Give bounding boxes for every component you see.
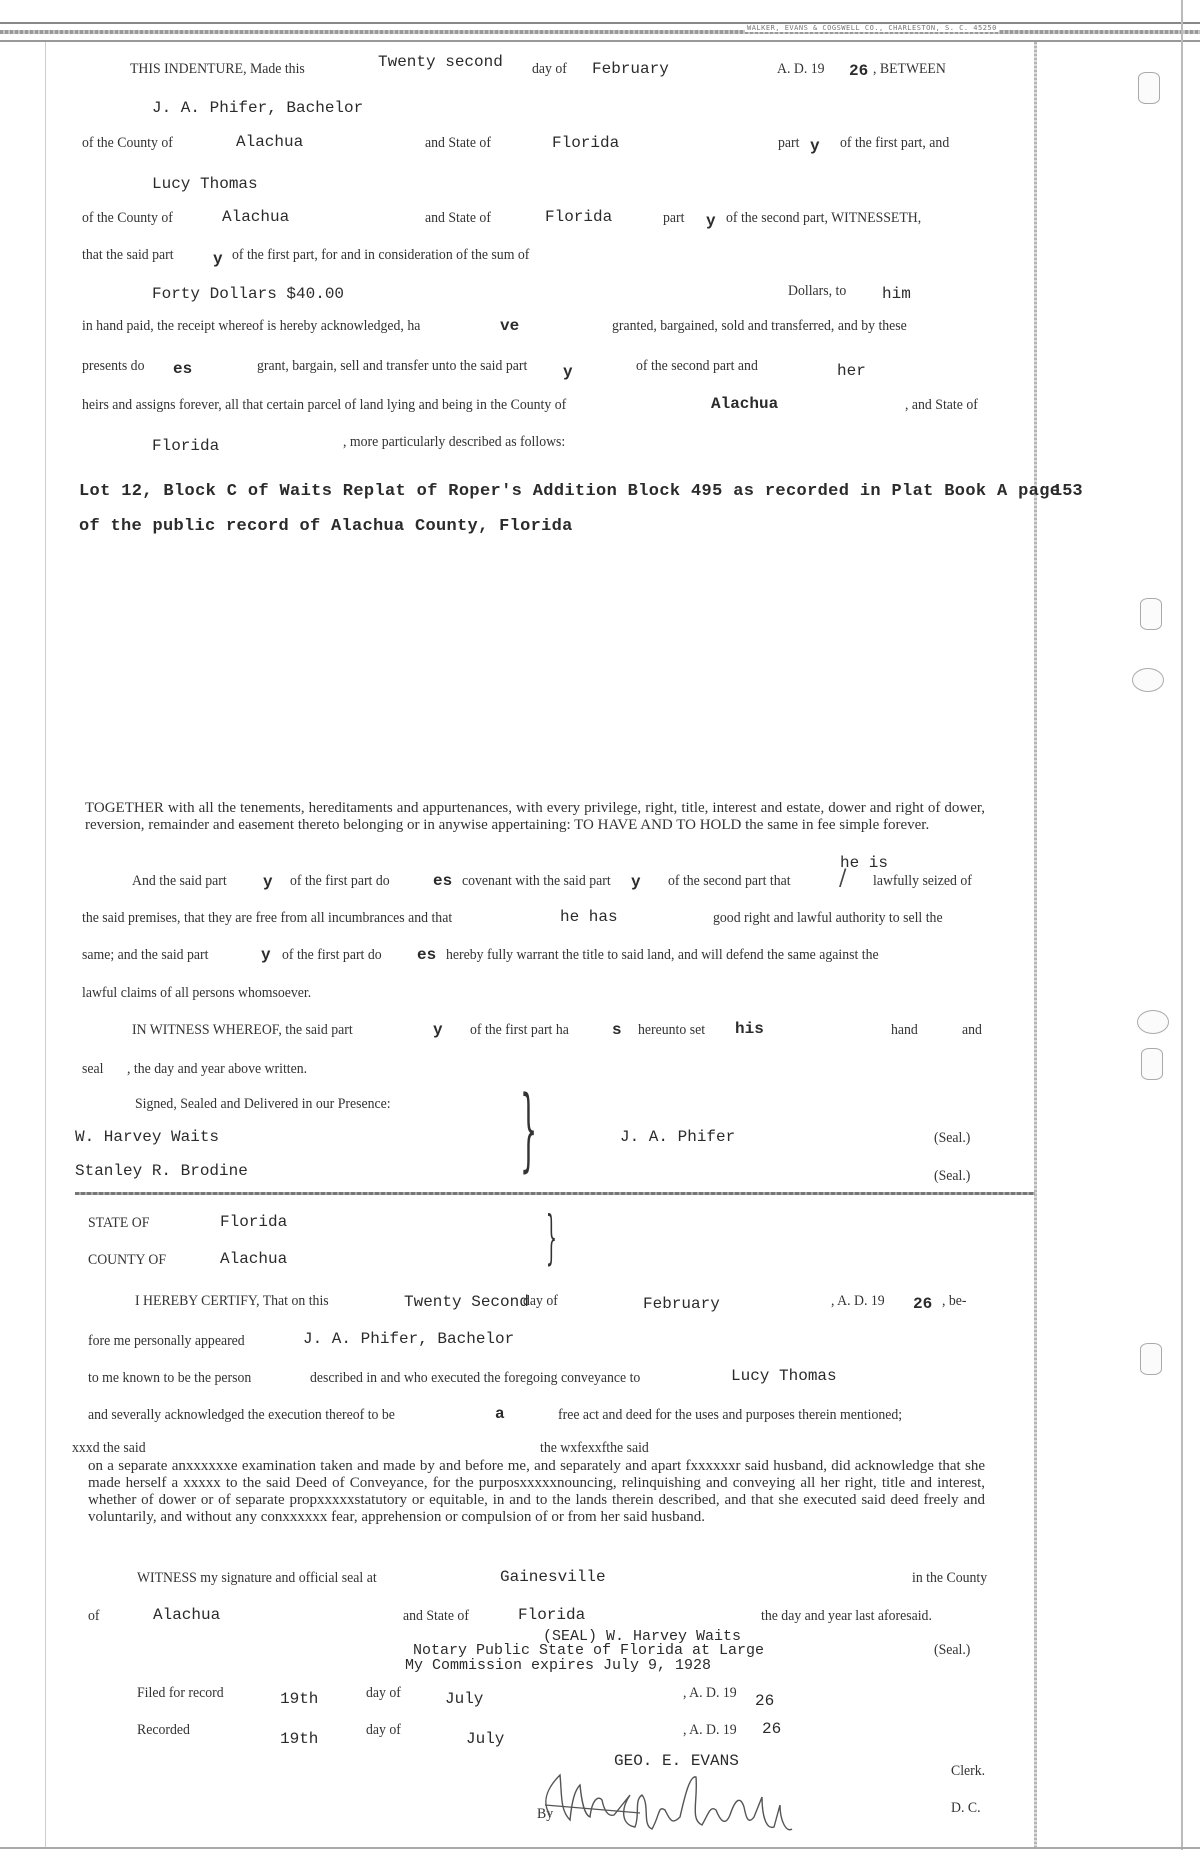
described-state: Florida <box>152 437 220 455</box>
warrant-mid1: of the first part do <box>282 947 382 963</box>
notary-title: Notary Public State of Florida at Large <box>413 1642 765 1659</box>
recorded-month: July <box>466 1730 505 1748</box>
left-margin-line <box>45 42 46 1847</box>
binder-hole-icon <box>1138 72 1160 104</box>
consideration-amount: Forty Dollars $40.00 <box>152 285 345 303</box>
filed-label: Filed for record <box>137 1685 224 1701</box>
notary-seal-label: (Seal.) <box>934 1642 971 1658</box>
known-name: Lucy Thomas <box>731 1367 837 1385</box>
does-suffix: es <box>433 872 453 890</box>
bottom-rule <box>0 1847 1200 1849</box>
binder-hole-icon <box>1140 598 1162 630</box>
appeared-label: fore me personally appeared <box>88 1333 245 1349</box>
together-paragraph: TOGETHER with all the tenements, hereditaments and appurtenances, with every privilege, right, title, interest and estate, dower and right of dower, reversion, remainder and easement thereto belonging or in anywise appertaining: TO HAVE AND TO HOLD the same in fee simple forever. <box>85 800 985 833</box>
party-label: part <box>663 210 685 226</box>
seal-label: seal <box>82 1061 104 1077</box>
witness-city: Gainesville <box>500 1568 606 1586</box>
deed-day: Twenty second <box>378 53 503 71</box>
between-label: , BETWEEN <box>873 61 946 77</box>
witness-county: Alachua <box>153 1606 221 1624</box>
of-label: of <box>88 1608 100 1624</box>
party-label: part <box>778 135 800 151</box>
first-part-label: of the first part, and <box>840 135 950 151</box>
day-year-written: , the day and year above written. <box>127 1061 308 1077</box>
seal-label-2: (Seal.) <box>934 1168 971 1184</box>
severally-rest: free act and deed for the uses and purposes therein mentioned; <box>558 1407 903 1423</box>
dayof-label: day of <box>532 61 567 77</box>
last-aforesaid: the day and year last aforesaid. <box>761 1608 932 1624</box>
wife-examination-paragraph: on a separate anxxxxxxe examination taken and made by and before me, and separately and apart fxxxxxxr said husband, did acknowledge that she made herself a xxxxx to the said Deed of Conveyance, for the purposxxxxxnouncing, relinquishing and conveying all her right, title and interest, whether of dower or of separate propxxxxxstatutory or equitable, in and to the lands therein described, and that she executed said deed freely and voluntarily, and without any conxxxxxx fear, apprehension or compulsion of or from her said husband. <box>88 1458 985 1525</box>
legal-description-line2: of the public record of Alachua County, Florida <box>79 517 573 536</box>
covenant-mid3: of the second part that <box>668 873 791 889</box>
second-part-label: of the second part, WITNESSETH, <box>726 210 922 226</box>
covenant-mid1: of the first part do <box>290 873 390 889</box>
by-label: By <box>537 1806 554 1822</box>
county-label: of the County of <box>82 135 173 151</box>
state-label: and State of <box>403 1608 469 1624</box>
grantee-county: Alachua <box>222 208 290 226</box>
party-suffix: y <box>706 212 716 230</box>
filed-month: July <box>445 1690 484 1708</box>
described-rest: , more particularly described as follows: <box>343 434 566 450</box>
hand-label: hand <box>891 1022 918 1038</box>
binder-hole-icon <box>1140 1343 1162 1375</box>
binder-hole-icon <box>1137 1010 1169 1034</box>
certify-be: , be- <box>942 1293 967 1309</box>
insertion-caret-icon: / <box>839 866 847 891</box>
to-whom: him <box>882 285 911 303</box>
premises-label: the said premises, that they are free from all incumbrances and that <box>82 910 453 926</box>
state-label: and State of <box>425 210 491 226</box>
party-suffix: y <box>213 250 223 268</box>
party-suffix: y <box>563 363 573 381</box>
party-suffix: y <box>261 946 271 964</box>
state-of-label: STATE OF <box>88 1215 150 1231</box>
page-edge-line <box>1181 0 1183 1850</box>
certify-dayof: day of <box>523 1293 558 1309</box>
seal-label-1: (Seal.) <box>934 1130 971 1146</box>
state-label: and State of <box>425 135 491 151</box>
party-suffix: y <box>263 873 273 891</box>
struck-right: the wxfexxfthe said <box>540 1440 649 1456</box>
filed-year: 26 <box>755 1692 775 1710</box>
recorded-day: 19th <box>280 1730 319 1748</box>
deed-year: 26 <box>849 62 869 80</box>
witness-state: Florida <box>518 1606 586 1624</box>
dc-label: D. C. <box>951 1800 981 1816</box>
presents-pronoun: her <box>837 362 866 380</box>
covenant-insert: he is <box>840 854 889 872</box>
covenant-mid2: covenant with the said part <box>462 873 611 889</box>
consideration-rest: of the first part, for and in consideration of the sum of <box>232 247 530 263</box>
filed-ad: , A. D. 19 <box>683 1685 737 1701</box>
filed-dayof: day of <box>366 1685 401 1701</box>
known-label: to me known to be the person <box>88 1370 252 1386</box>
lawful-claims: lawful claims of all persons whomsoever. <box>82 985 312 1001</box>
party-suffix: y <box>810 137 820 155</box>
top-rule <box>0 22 1200 24</box>
acknowledgment-divider <box>75 1192 1035 1195</box>
witness-pronoun: his <box>735 1020 764 1038</box>
struck-left: xxxd the said <box>72 1440 146 1456</box>
premises-insert: he has <box>560 908 618 926</box>
certify-label: I HEREBY CERTIFY, That on this <box>135 1293 329 1309</box>
certify-day: Twenty Second <box>404 1293 529 1311</box>
receipt-label: in hand paid, the receipt whereof is hereby acknowledged, ha <box>82 318 421 334</box>
severally-insert: a <box>495 1405 505 1423</box>
certify-year: 26 <box>913 1295 933 1313</box>
in-witness-mid2: hereunto set <box>638 1022 706 1038</box>
recorded-ad: , A. D. 19 <box>683 1722 737 1738</box>
covenant-label: And the said part <box>132 873 227 889</box>
plat-page-number: 153 <box>1052 482 1083 501</box>
clerk-label: Clerk. <box>951 1763 986 1779</box>
warrant-label: same; and the said part <box>82 947 209 963</box>
grantee-name: Lucy Thomas <box>152 175 258 193</box>
printer-imprint: WALKER, EVANS & COGSWELL CO., CHARLESTON, S. C. 45250 <box>747 24 997 32</box>
receipt-suffix: ve <box>500 317 520 335</box>
receipt-rest: granted, bargained, sold and transferred, and by these <box>612 318 907 334</box>
heirs-county: Alachua <box>711 395 779 413</box>
binder-hole-icon <box>1141 1048 1163 1080</box>
notary-commission: My Commission expires July 9, 1928 <box>405 1657 712 1674</box>
recorded-year: 26 <box>762 1720 782 1738</box>
heirs-label: heirs and assigns forever, all that certain parcel of land lying and being in the County of <box>82 397 567 413</box>
witness-signature-2: Stanley R. Brodine <box>75 1162 248 1180</box>
consideration-label: that the said part <box>82 247 174 263</box>
heirs-rest: , and State of <box>905 397 978 413</box>
notary-seal-line: (SEAL) W. Harvey Waits <box>543 1628 742 1645</box>
presents-middle: grant, bargain, sell and transfer unto the said part <box>257 358 528 374</box>
county-label: of the County of <box>82 210 173 226</box>
in-witness-label: IN WITNESS WHEREOF, the said part <box>132 1022 353 1038</box>
signed-sealed-label: Signed, Sealed and Delivered in our Presence: <box>135 1096 391 1112</box>
presents-rest: of the second part and <box>636 358 758 374</box>
severally-label: and severally acknowledged the execution thereof to be <box>88 1407 395 1423</box>
grantor-signature: J. A. Phifer <box>620 1128 736 1146</box>
clerk-name: GEO. E. EVANS <box>614 1752 739 1770</box>
witness-seal-label: WITNESS my signature and official seal at <box>137 1570 377 1586</box>
top-rule-double <box>0 30 1200 34</box>
in-county-label: in the County <box>912 1570 988 1586</box>
witness-signature-1: W. Harvey Waits <box>75 1128 220 1146</box>
grantee-state: Florida <box>545 208 613 226</box>
and-label: and <box>962 1022 982 1038</box>
deputy-clerk-signature <box>530 1755 830 1840</box>
county-of-label: COUNTY OF <box>88 1252 167 1268</box>
indenture-label: THIS INDENTURE, Made this <box>130 61 305 77</box>
ack-county: Alachua <box>220 1250 288 1268</box>
presents-suffix: es <box>173 360 193 378</box>
in-witness-mid: of the first part ha <box>470 1022 569 1038</box>
certify-month: February <box>643 1295 720 1313</box>
premises-rest: good right and lawful authority to sell the <box>713 910 943 926</box>
party-suffix: y <box>631 873 641 891</box>
presents-label: presents do <box>82 358 145 374</box>
dollars-label: Dollars, to <box>788 283 847 299</box>
legal-description-line1: Lot 12, Block C of Waits Replat of Roper's Addition Block 495 as recorded in Plat Book A page <box>79 482 1061 501</box>
ack-state: Florida <box>220 1213 288 1231</box>
top-rule-bottom <box>0 40 1200 42</box>
covenant-rest: lawfully seized of <box>873 873 972 889</box>
signature-brace-icon: } <box>520 1077 538 1182</box>
grantor-county: Alachua <box>236 133 304 151</box>
grantor-name: J. A. Phifer, Bachelor <box>152 99 364 117</box>
does-suffix: es <box>417 946 437 964</box>
party-suffix: y <box>433 1021 443 1039</box>
has-suffix: s <box>612 1021 622 1039</box>
binder-hole-icon <box>1132 668 1164 692</box>
filed-day: 19th <box>280 1690 319 1708</box>
appeared-name: J. A. Phifer, Bachelor <box>303 1330 515 1348</box>
known-mid: described in and who executed the foregoing conveyance to <box>310 1370 641 1386</box>
venue-brace-icon: } <box>545 1203 557 1271</box>
ad-label: A. D. 19 <box>777 61 825 77</box>
warrant-rest: hereby fully warrant the title to said land, and will defend the same against the <box>446 947 879 963</box>
deed-month: February <box>592 60 669 78</box>
right-margin-line <box>1034 42 1037 1847</box>
recorded-label: Recorded <box>137 1722 190 1738</box>
grantor-state: Florida <box>552 134 620 152</box>
certify-ad: , A. D. 19 <box>831 1293 885 1309</box>
recorded-dayof: day of <box>366 1722 401 1738</box>
